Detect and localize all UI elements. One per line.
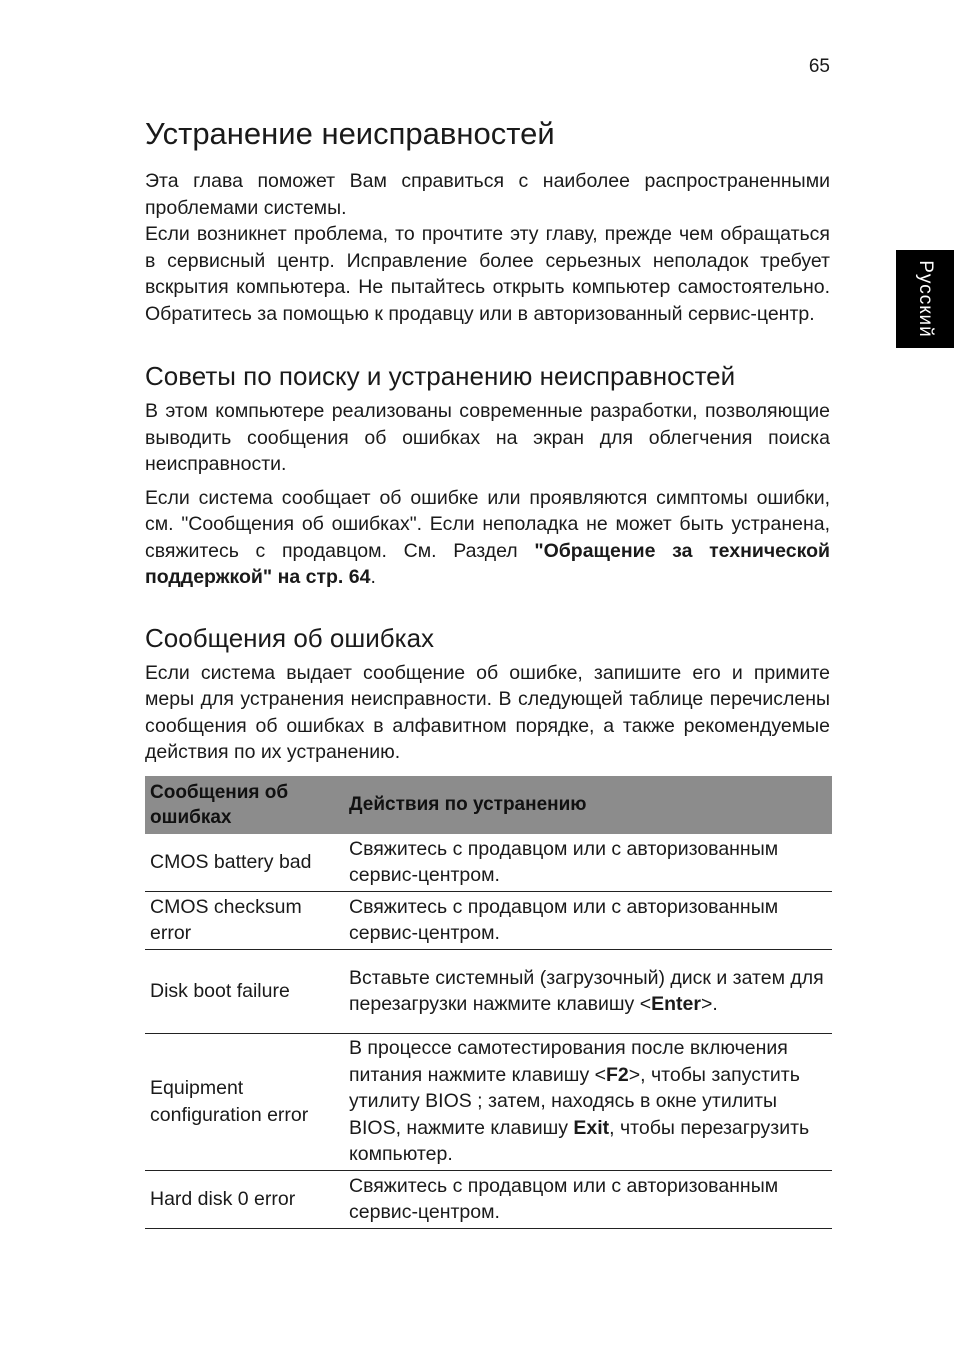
action-text: В процессе самотестирования после включения питания нажмите клавишу < — [349, 1037, 788, 1086]
errors-paragraph: Если система выдает сообщение об ошибке, запишите его и примите меры для устранения неисправности. В следующей таблице перечислены сообщения об ошибках в алфавитном порядке, а также рекомендуемые действия по их устранению. — [145, 661, 830, 763]
tips-text-end: . — [370, 566, 376, 588]
intro-paragraph-2: Если возникнет проблема, то прочтите эту главу, прежде чем обращаться в сервисный центр. Исправление более серьезных неполадок требует вскрытия компьютера. Не пытайтесь открыть компьютер самостоятельно. Обратитесь за помощью к продавцу или в авторизованный сервис-центр. — [145, 223, 830, 325]
language-tab — [896, 250, 954, 348]
error-action: Свяжитесь с продавцом или с авторизованным сервис-центром. — [344, 1170, 832, 1228]
page-number: 65 — [808, 56, 830, 77]
error-message: Hard disk 0 error — [145, 1170, 344, 1228]
tips-paragraph-2 — [145, 485, 830, 591]
error-message: CMOS battery bad — [145, 834, 344, 892]
key-exit: Exit — [573, 1116, 610, 1139]
key-f2: F2 — [606, 1063, 629, 1086]
key-enter: Enter — [651, 993, 701, 1015]
action-text-mid: >, чтобы запустить утилиту BIOS ; затем, находясь в окне утилиты BIOS, нажмите клавишу — [349, 1063, 800, 1139]
errors-heading: Сообщения об ошибках — [145, 622, 435, 653]
page-content — [145, 112, 830, 1229]
action-text-end: , чтобы перезагрузить компьютер. — [349, 1116, 810, 1166]
header-messages: Сообщения об ошибках — [145, 776, 344, 834]
action-text-end: >. — [700, 993, 718, 1015]
action-text: Вставьте системный (загрузочный) диск и затем для перезагрузки нажмите клавишу < — [349, 966, 824, 1015]
tips-text: Если система сообщает об ошибке или проявляются симптомы ошибки, см. "Сообщения об ошибках". Если неполадка не может быть устранена, свяжитесь с продавцом. См. Раздел — [145, 486, 830, 562]
support-reference-link[interactable]: "Обращение за технической поддержкой" на стр. 64 — [145, 539, 830, 588]
error-message: Equipment configuration error — [145, 1033, 344, 1170]
tips-heading: Советы по поиску и устранению неисправностей — [145, 361, 736, 391]
table-row — [145, 834, 832, 892]
intro-paragraph-1: Эта глава поможет Вам справиться с наиболее распространенными проблемами системы. — [145, 170, 830, 219]
table-row — [145, 1170, 832, 1228]
tips-paragraph-1: В этом компьютере реализованы современные разработки, позволяющие выводить сообщения об ошибках на экран для облегчения поиска неисправности. — [145, 400, 830, 475]
table-row — [145, 1033, 832, 1170]
error-message: CMOS checksum error — [145, 891, 344, 949]
header-actions: Действия по устранению — [344, 776, 832, 834]
error-messages-table — [145, 776, 832, 1229]
error-action — [344, 949, 832, 1033]
error-action: Свяжитесь с продавцом или с авторизованным сервис-центром. — [344, 834, 832, 892]
table-row — [145, 891, 832, 949]
page-title: Устранение неисправностей — [145, 116, 555, 151]
table-header-row — [145, 776, 832, 834]
language-tab-label: Русский — [915, 260, 936, 338]
error-action: Свяжитесь с продавцом или с авторизованным сервис-центром. — [344, 891, 832, 949]
table-row — [145, 949, 832, 1033]
error-message: Disk boot failure — [145, 949, 344, 1033]
error-action — [344, 1033, 832, 1170]
